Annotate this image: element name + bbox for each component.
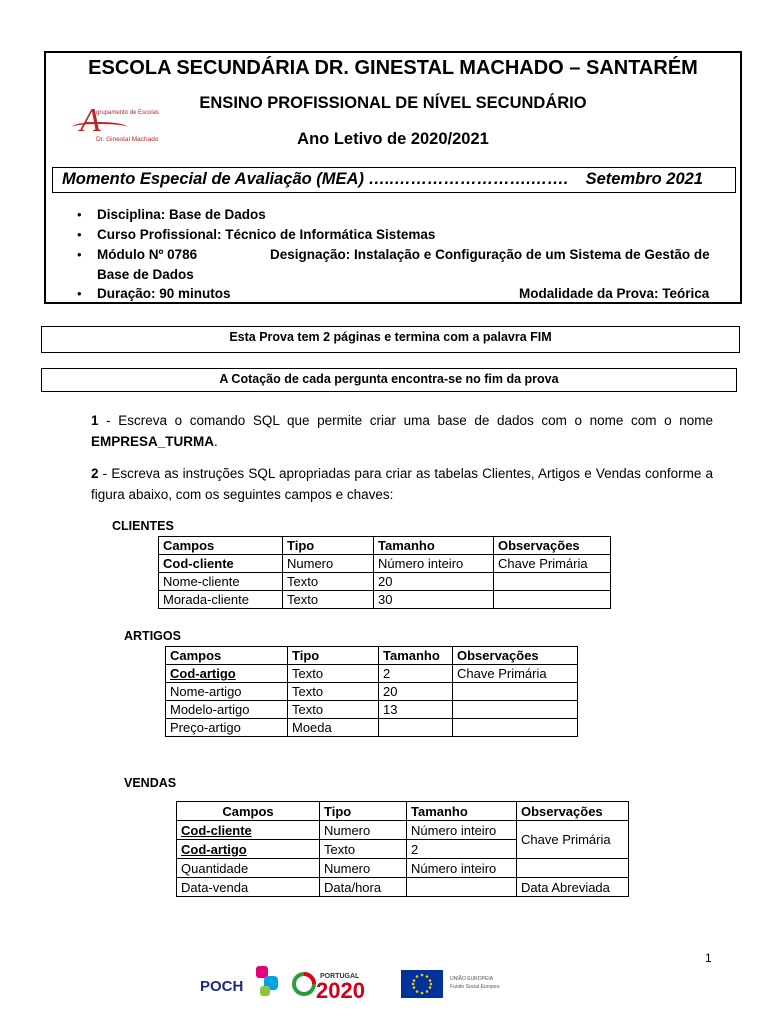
cell xyxy=(379,719,453,737)
cell: 13 xyxy=(379,701,453,719)
table-row xyxy=(166,701,578,719)
cell: Numero xyxy=(320,859,407,878)
table-row xyxy=(177,821,629,840)
logo-letter: A xyxy=(80,102,101,139)
cell: Texto xyxy=(283,591,374,609)
info-curso: Curso Profissional: Técnico de Informática Sistemas xyxy=(97,227,436,242)
cell xyxy=(494,591,611,609)
header-cell: Campos xyxy=(166,647,288,665)
table-row xyxy=(166,665,578,683)
bullet-icon: • xyxy=(77,247,82,262)
table-row xyxy=(159,573,611,591)
cell xyxy=(453,683,578,701)
table-row xyxy=(159,591,611,609)
question-1-text: - Escreva o comando SQL que permite criar uma base de dados com o nome com o nome xyxy=(98,413,713,428)
header-cell: Tipo xyxy=(288,647,379,665)
bullet-icon: • xyxy=(77,227,82,242)
cell: Chave Primária xyxy=(517,821,629,859)
cell xyxy=(453,701,578,719)
funding-logos-graphic xyxy=(198,962,508,1002)
cell: 20 xyxy=(374,573,494,591)
header-cell: Campos xyxy=(177,802,320,821)
question-2 xyxy=(91,463,713,505)
cell: Numero xyxy=(283,555,374,573)
mea-title: Momento Especial de Avaliação (MEA) …..…………………….……. xyxy=(62,170,569,188)
info-disciplina: Disciplina: Base de Dados xyxy=(97,207,266,222)
question-2-text: - Escreva as instruções SQL apropriadas para criar as tabelas Clientes, Artigos e Vendas conforme a figura abaixo, com os seguintes campos e chaves: xyxy=(91,466,713,502)
cell: Data Abreviada xyxy=(517,878,629,897)
question-1-dbname: EMPRESA_TURMA xyxy=(91,434,215,449)
table-row xyxy=(166,683,578,701)
cell: Preço-artigo xyxy=(166,719,288,737)
info-duracao: Duração: 90 minutos xyxy=(97,286,231,301)
cell: Moeda xyxy=(288,719,379,737)
table-label-artigos: ARTIGOS xyxy=(124,629,181,643)
pages-note: Esta Prova tem 2 páginas e termina com a palavra FIM xyxy=(41,326,740,353)
funding-logos xyxy=(198,962,508,1002)
cell: Nome-cliente xyxy=(159,573,283,591)
portugal-text: PORTUGAL xyxy=(320,973,360,980)
cell: Numero xyxy=(320,821,407,840)
cell: Cod-cliente xyxy=(159,555,283,573)
cell: Data/hora xyxy=(320,878,407,897)
cell xyxy=(494,573,611,591)
logo-line1: grupamento de Escolas xyxy=(96,110,160,116)
eu-text-2: Fundo Social Europeu xyxy=(450,984,500,990)
table-row xyxy=(159,555,611,573)
cell xyxy=(407,878,517,897)
header-cell: Tipo xyxy=(283,537,374,555)
cell: Número inteiro xyxy=(374,555,494,573)
page-number: 1 xyxy=(705,951,712,965)
logo-line2: Dr. Ginestal Machado xyxy=(96,136,159,143)
table-row xyxy=(177,878,629,897)
cell: Texto xyxy=(320,840,407,859)
cell: Texto xyxy=(283,573,374,591)
header-cell: Campos xyxy=(159,537,283,555)
eu-flag-logo xyxy=(401,970,500,998)
cotacao-note: A Cotação de cada pergunta encontra-se no fim da prova xyxy=(41,368,737,392)
mea-banner xyxy=(52,167,736,193)
header-cell: Observações xyxy=(453,647,578,665)
mea-date: Setembro 2021 xyxy=(585,170,703,188)
cell: Texto xyxy=(288,683,379,701)
school-year: Ano Letivo de 2020/2021 xyxy=(297,130,489,148)
p2020-text: 2020 xyxy=(316,978,365,1002)
logo-swoosh xyxy=(72,122,127,132)
table-row xyxy=(166,719,578,737)
cell: 2 xyxy=(379,665,453,683)
cell: Chave Primária xyxy=(453,665,578,683)
eu-text-1: UNIÃO EUROPEIA xyxy=(450,976,494,982)
header-cell: Tipo xyxy=(320,802,407,821)
poch-logo xyxy=(200,966,278,996)
bullet-icon: • xyxy=(77,286,82,301)
cell: Número inteiro xyxy=(407,859,517,878)
school-name: ESCOLA SECUNDÁRIA DR. GINESTAL MACHADO – SANTARÉM xyxy=(88,57,698,79)
cell: Cod-artigo xyxy=(166,665,288,683)
table-header-row xyxy=(177,802,629,821)
header-cell: Observações xyxy=(517,802,629,821)
cell: 20 xyxy=(379,683,453,701)
cell: 30 xyxy=(374,591,494,609)
question-1-end: . xyxy=(214,434,218,449)
cell: Texto xyxy=(288,701,379,719)
cell: Chave Primária xyxy=(494,555,611,573)
cell: Cod-cliente xyxy=(177,821,320,840)
cell: Nome-artigo xyxy=(166,683,288,701)
school-logo xyxy=(70,104,180,150)
table-label-vendas: VENDAS xyxy=(124,776,177,790)
info-designacao-cont: Base de Dados xyxy=(97,267,194,282)
question-2-number: 2 xyxy=(91,466,99,481)
info-modalidade: Modalidade da Prova: Teórica xyxy=(519,286,710,301)
cell xyxy=(453,719,578,737)
info-designacao: Designação: Instalação e Configuração de um Sistema de Gestão de xyxy=(270,247,710,262)
cell: Quantidade xyxy=(177,859,320,878)
table-header-row xyxy=(159,537,611,555)
table-label-clientes: CLIENTES xyxy=(112,519,174,533)
cell: Número inteiro xyxy=(407,821,517,840)
bullet-icon: • xyxy=(77,207,82,222)
header-cell: Tamanho xyxy=(374,537,494,555)
cell: Morada-cliente xyxy=(159,591,283,609)
header-cell: Observações xyxy=(494,537,611,555)
info-modulo: Módulo Nº 0786 xyxy=(97,247,198,262)
table-clientes xyxy=(158,536,611,609)
portugal2020-logo xyxy=(294,973,365,1002)
cell: Modelo-artigo xyxy=(166,701,288,719)
cell: Cod-artigo xyxy=(177,840,320,859)
table-vendas xyxy=(176,801,629,897)
table-header-row xyxy=(166,647,578,665)
question-1 xyxy=(91,410,713,452)
cell: Data-venda xyxy=(177,878,320,897)
education-level: ENSINO PROFISSIONAL DE NÍVEL SECUNDÁRIO xyxy=(199,94,587,112)
cell: Texto xyxy=(288,665,379,683)
table-artigos xyxy=(165,646,578,737)
cell xyxy=(517,859,629,878)
table-row xyxy=(177,859,629,878)
cell: 2 xyxy=(407,840,517,859)
header-cell: Tamanho xyxy=(379,647,453,665)
question-1-number: 1 xyxy=(91,413,99,428)
poch-text: POCH xyxy=(200,978,244,995)
header-cell: Tamanho xyxy=(407,802,517,821)
